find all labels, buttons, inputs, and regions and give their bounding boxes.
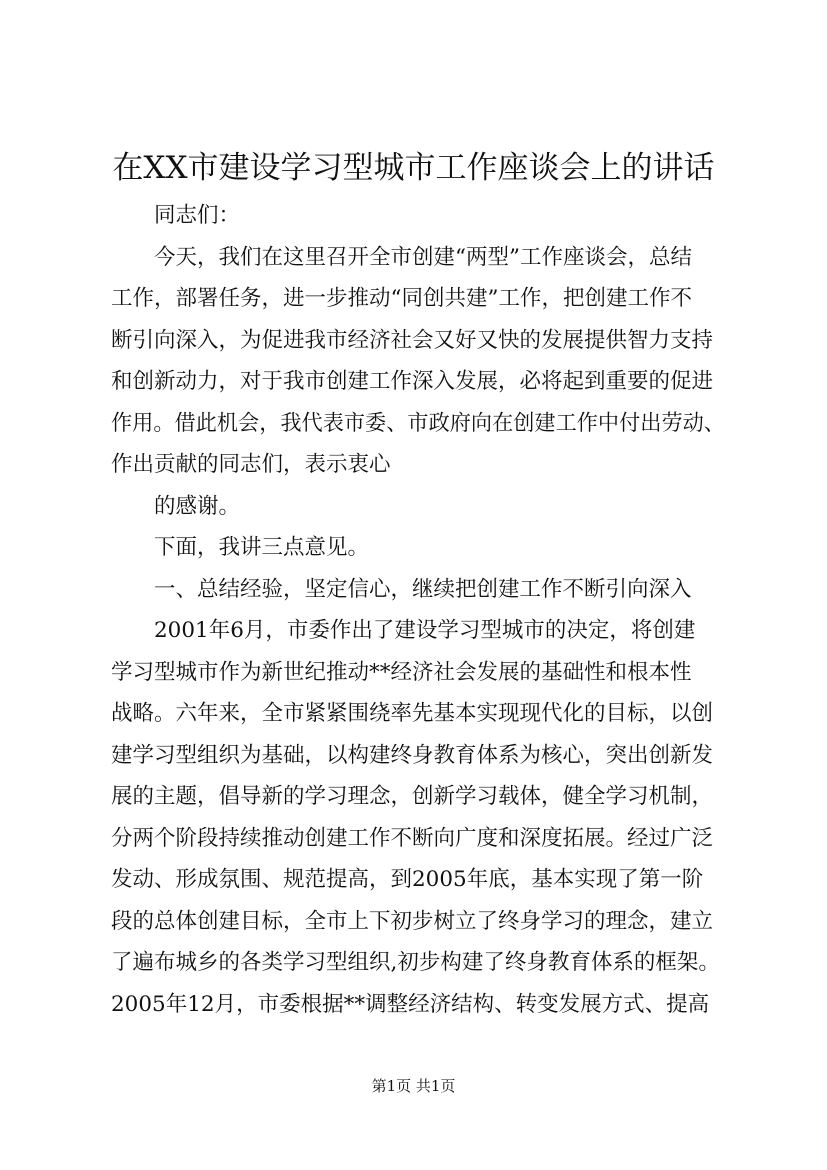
text-line: 断引向深入，为促进我市经济社会又好又快的发展提供智力支持: [111, 327, 714, 353]
text-line: 下面，我讲三点意见。: [154, 535, 370, 560]
text-line: 作用。借此机会，我代表市委、市政府向在创建工作中付出劳动、: [111, 410, 725, 436]
document-body: [111, 195, 725, 1025]
text-line: 2005年12月，市委根据**调整经济结构、转变发展方式、提高: [111, 991, 710, 1017]
text-line: 建学习型组织为基础，以构建终身教育体系为核心，突出创新发: [111, 742, 714, 768]
text-line: 展的主题，倡导新的学习理念，创新学习载体，健全学习机制，: [111, 784, 714, 809]
text-line: 学习型城市作为新世纪推动**经济社会发展的基础性和根本性: [111, 659, 692, 685]
text-line: 发动、形成氛围、规范提高，到2005年底，基本实现了第一阶: [111, 867, 704, 892]
text-line: 分两个阶段持续推动创建工作不断向广度和深度拓展。经过广泛: [111, 825, 714, 851]
text-line: 作出贡献的同志们，表示衷心: [111, 452, 391, 477]
document-title: 在XX市建设学习型城市工作座谈会上的讲话: [112, 150, 715, 186]
text-line: 和创新动力，对于我市创建工作深入发展，必将起到重要的促进: [111, 369, 714, 394]
text-line: 一、总结经验，坚定信心，继续把创建工作不断引向深入: [154, 576, 692, 602]
text-line: 段的总体创建目标，全市上下初步树立了终身学习的理念，建立: [111, 908, 714, 934]
text-line: 了遍布城乡的各类学习型组织,初步构建了终身教育体系的框架。: [111, 950, 720, 975]
text-line: 工作，部署任务，进一步推动“同创共建”工作，把创建工作不: [111, 286, 692, 311]
page-footer: 第1页 共1页: [371, 1077, 456, 1095]
text-line: 的感谢。: [154, 493, 241, 519]
text-line: 2001年6月，市委作出了建设学习型城市的决定，将创建: [154, 618, 696, 643]
text-line: 今天，我们在这里召开全市创建“两型”工作座谈会，总结: [154, 244, 692, 270]
text-line: 同志们：: [154, 203, 241, 228]
text-line: 战略。六年来，全市紧紧围绕率先基本实现现代化的目标，以创: [111, 701, 714, 726]
